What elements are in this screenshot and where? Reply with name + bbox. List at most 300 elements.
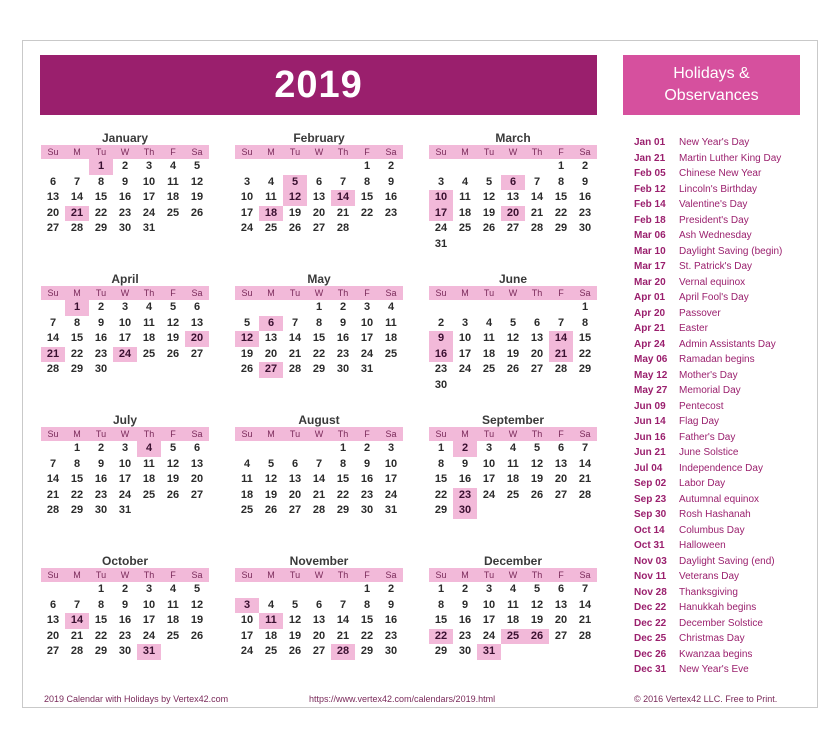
day: 3 xyxy=(387,442,395,454)
day: 26 xyxy=(482,222,496,234)
month-name: July xyxy=(112,413,137,427)
holiday-name: Rosh Hashanah xyxy=(679,509,751,520)
holiday-day: 24 xyxy=(113,347,137,363)
day: 25 xyxy=(240,504,254,516)
holidays-list xyxy=(634,135,804,678)
holiday-name: New Year's Day xyxy=(679,137,750,148)
day: 5 xyxy=(291,598,299,611)
day: 22 xyxy=(434,488,448,501)
day: 26 xyxy=(240,363,254,375)
day: 15 xyxy=(336,473,350,485)
day: 18 xyxy=(482,347,496,360)
day: 6 xyxy=(49,598,57,611)
holiday-name: Halloween xyxy=(679,540,726,551)
empty-day xyxy=(429,159,453,175)
day: 20 xyxy=(312,629,326,642)
weekday-label: M xyxy=(453,568,477,582)
day: 17 xyxy=(482,614,496,626)
weekday-label: Tu xyxy=(477,286,501,300)
day: 22 xyxy=(94,629,108,642)
holiday-date: Mar 06 xyxy=(634,230,666,241)
day: 1 xyxy=(557,160,565,172)
weekday-label: W xyxy=(113,568,137,582)
weekday-label: M xyxy=(259,568,283,582)
holiday-date: Mar 10 xyxy=(634,245,666,257)
day: 29 xyxy=(70,504,84,516)
holiday-row xyxy=(634,523,804,539)
day: 13 xyxy=(46,191,60,203)
weekday-label: W xyxy=(307,286,331,300)
day: 2 xyxy=(339,301,347,313)
holiday-date: Dec 31 xyxy=(634,664,667,675)
weekday-label: F xyxy=(161,286,185,300)
day: 1 xyxy=(339,442,347,454)
holiday-day: 10 xyxy=(429,190,453,206)
empty-day xyxy=(283,300,307,316)
day: 12 xyxy=(482,191,496,203)
holidays-header-line1: Holidays & xyxy=(673,65,750,82)
empty-day xyxy=(283,582,307,598)
empty-day xyxy=(41,441,65,457)
holiday-row xyxy=(634,151,804,167)
weekday-label: W xyxy=(113,286,137,300)
weekday-label: Sa xyxy=(573,427,597,441)
day: 12 xyxy=(190,598,204,611)
weekday-label: Su xyxy=(429,286,453,300)
holiday-day: 20 xyxy=(501,206,525,222)
weekday-label: Sa xyxy=(379,568,403,582)
day: 14 xyxy=(46,473,60,485)
holiday-date: Mar 20 xyxy=(634,276,666,288)
day: 9 xyxy=(121,175,129,188)
day: 12 xyxy=(166,316,180,329)
day: 8 xyxy=(97,175,105,188)
holiday-date: Mar 17 xyxy=(634,261,666,272)
day: 17 xyxy=(384,473,398,485)
day: 20 xyxy=(554,614,568,626)
holiday-name: Autumnal equinox xyxy=(679,493,760,505)
day: 8 xyxy=(557,175,565,188)
month-name: April xyxy=(111,272,139,286)
holiday-day: 16 xyxy=(429,347,453,363)
holiday-day: 27 xyxy=(259,362,283,378)
empty-day xyxy=(525,159,549,175)
day: 28 xyxy=(554,363,568,375)
footer-link[interactable]: https://www.vertex42.com/calendars/2019.html xyxy=(309,694,496,704)
holiday-day: 14 xyxy=(549,331,573,347)
day: 18 xyxy=(166,191,180,203)
day: 5 xyxy=(169,442,177,454)
month-grid xyxy=(235,145,403,237)
holiday-name: Independence Day xyxy=(679,462,763,474)
holiday-name: Father's Day xyxy=(679,431,736,443)
holiday-day: 18 xyxy=(259,206,283,222)
holiday-name: Labor Day xyxy=(679,478,726,489)
holiday-name: December Solstice xyxy=(679,617,763,629)
day: 30 xyxy=(360,504,374,516)
day: 22 xyxy=(360,206,374,219)
month-name: December xyxy=(483,554,543,568)
day: 5 xyxy=(267,457,275,470)
day: 7 xyxy=(49,457,57,470)
weekday-label: Th xyxy=(525,145,549,159)
holiday-row xyxy=(634,616,804,632)
day: 2 xyxy=(121,583,129,595)
month-name: November xyxy=(289,554,349,568)
day: 1 xyxy=(363,160,371,172)
day: 19 xyxy=(506,347,520,360)
day: 18 xyxy=(240,488,254,501)
day: 24 xyxy=(458,363,472,375)
footer-left: 2019 Calendar with Holidays by Vertex42.com xyxy=(44,694,229,704)
day: 4 xyxy=(267,598,275,611)
day: 5 xyxy=(169,301,177,313)
day: 19 xyxy=(264,488,278,501)
weekday-label: Su xyxy=(235,286,259,300)
holiday-name: Hanukkah begins xyxy=(679,602,757,613)
empty-day xyxy=(549,300,573,316)
day: 15 xyxy=(554,191,568,203)
day: 29 xyxy=(70,363,84,375)
holiday-day: 20 xyxy=(185,331,209,347)
holiday-name: Memorial Day xyxy=(679,385,741,396)
weekday-label: Sa xyxy=(379,427,403,441)
holiday-row xyxy=(634,476,804,492)
day: 7 xyxy=(581,583,589,595)
weekday-label: Th xyxy=(331,145,355,159)
day: 21 xyxy=(336,206,350,219)
day: 28 xyxy=(46,504,60,516)
day: 13 xyxy=(312,191,326,203)
day: 11 xyxy=(385,316,397,329)
day: 12 xyxy=(264,473,278,485)
day: 11 xyxy=(265,191,277,203)
weekday-label: Th xyxy=(331,286,355,300)
weekday-label: F xyxy=(549,427,573,441)
day: 15 xyxy=(94,191,108,203)
day: 18 xyxy=(458,206,472,219)
holiday-name: Chinese New Year xyxy=(679,168,762,179)
weekday-label: W xyxy=(501,145,525,159)
month-july xyxy=(41,413,209,519)
day: 26 xyxy=(190,206,204,219)
day: 22 xyxy=(336,488,350,501)
holiday-name: New Year's Eve xyxy=(679,664,749,675)
holiday-name: June Solstice xyxy=(679,447,739,458)
day: 5 xyxy=(485,175,493,188)
weekday-label: Th xyxy=(137,145,161,159)
empty-day xyxy=(259,441,283,457)
day: 8 xyxy=(97,598,105,611)
day: 27 xyxy=(506,222,520,234)
weekday-label: Tu xyxy=(89,145,113,159)
day: 8 xyxy=(581,316,589,329)
day: 14 xyxy=(336,614,350,626)
day: 31 xyxy=(142,222,156,234)
day: 15 xyxy=(434,614,448,626)
holiday-day: 9 xyxy=(429,331,453,347)
day: 29 xyxy=(336,504,350,516)
day: 4 xyxy=(145,301,153,313)
holiday-date: Jan 01 xyxy=(634,137,666,148)
day: 16 xyxy=(578,191,592,203)
day: 8 xyxy=(73,457,81,470)
day: 10 xyxy=(142,598,156,611)
day: 18 xyxy=(506,614,520,626)
day: 30 xyxy=(118,222,132,234)
holiday-day: 25 xyxy=(501,629,525,645)
day: 2 xyxy=(437,316,445,329)
day: 29 xyxy=(434,504,448,516)
holiday-day: 17 xyxy=(429,206,453,222)
day: 13 xyxy=(312,614,326,626)
day: 26 xyxy=(288,222,302,234)
day: 31 xyxy=(384,504,398,516)
day: 14 xyxy=(312,473,326,485)
day: 28 xyxy=(336,222,350,234)
day: 10 xyxy=(142,175,156,188)
holiday-date: Nov 11 xyxy=(634,571,667,582)
weekday-label: Tu xyxy=(283,568,307,582)
weekday-label: Tu xyxy=(89,286,113,300)
day: 21 xyxy=(312,488,326,501)
day: 14 xyxy=(70,191,84,203)
day: 30 xyxy=(578,222,592,234)
weekday-label: Th xyxy=(525,286,549,300)
day: 10 xyxy=(384,457,398,470)
day: 16 xyxy=(458,614,472,626)
month-october xyxy=(41,554,209,660)
day: 5 xyxy=(533,583,541,595)
day: 20 xyxy=(190,473,204,485)
holiday-date: Feb 18 xyxy=(634,214,666,226)
day: 5 xyxy=(193,583,201,595)
day: 9 xyxy=(461,598,469,611)
holiday-name: Mother's Day xyxy=(679,369,738,381)
day: 19 xyxy=(240,347,254,360)
day: 3 xyxy=(121,442,129,454)
holiday-row xyxy=(634,569,804,585)
weekday-label: Su xyxy=(235,145,259,159)
day: 16 xyxy=(118,191,132,203)
day: 1 xyxy=(437,583,445,595)
day: 27 xyxy=(312,222,326,234)
day: 14 xyxy=(46,332,60,344)
day: 14 xyxy=(578,598,592,611)
holiday-row xyxy=(634,182,804,198)
weekday-label: Su xyxy=(41,286,65,300)
day: 7 xyxy=(73,598,81,611)
empty-day xyxy=(235,441,259,457)
weekday-label: Tu xyxy=(89,568,113,582)
holiday-name: Vernal equinox xyxy=(679,276,746,288)
day: 19 xyxy=(530,473,544,485)
month-june xyxy=(429,272,597,393)
month-november xyxy=(235,554,403,660)
weekday-label: F xyxy=(549,286,573,300)
day: 4 xyxy=(387,301,395,313)
month-name: June xyxy=(498,272,527,286)
day: 11 xyxy=(483,332,495,344)
day: 1 xyxy=(97,583,105,595)
weekday-label: Tu xyxy=(477,427,501,441)
empty-day xyxy=(453,300,477,316)
holiday-row xyxy=(634,228,804,244)
weekday-label: F xyxy=(161,145,185,159)
day: 23 xyxy=(434,363,448,375)
weekday-label: Su xyxy=(429,145,453,159)
day: 3 xyxy=(363,301,371,313)
day: 22 xyxy=(312,347,326,360)
weekday-label: W xyxy=(307,145,331,159)
holiday-name: Lincoln's Birthday xyxy=(679,183,758,195)
day: 14 xyxy=(530,191,544,203)
holiday-day: 14 xyxy=(65,613,89,629)
holiday-name: Daylight Saving (begin) xyxy=(679,245,783,257)
day: 19 xyxy=(482,206,496,219)
day: 5 xyxy=(533,442,541,454)
holiday-name: Veterans Day xyxy=(679,571,740,582)
day: 3 xyxy=(243,175,251,188)
holiday-date: Dec 26 xyxy=(634,648,667,660)
empty-day xyxy=(453,159,477,175)
day: 11 xyxy=(507,598,519,611)
day: 6 xyxy=(315,175,323,188)
day: 1 xyxy=(73,442,81,454)
weekday-label: Tu xyxy=(283,145,307,159)
holiday-row xyxy=(634,554,804,570)
day: 2 xyxy=(97,301,105,313)
day: 24 xyxy=(240,645,254,657)
holiday-row xyxy=(634,213,804,229)
holiday-row xyxy=(634,492,804,508)
day: 15 xyxy=(70,332,84,344)
holiday-name: Easter xyxy=(679,323,708,334)
holiday-date: Sep 23 xyxy=(634,493,667,505)
weekday-label: F xyxy=(355,427,379,441)
day: 10 xyxy=(360,316,374,329)
empty-day xyxy=(65,582,89,598)
empty-day xyxy=(429,300,453,316)
day: 29 xyxy=(360,645,374,657)
holiday-name: St. Patrick's Day xyxy=(679,261,753,272)
holiday-name: Pentecost xyxy=(679,400,724,412)
weekday-label: Tu xyxy=(477,568,501,582)
holiday-row xyxy=(634,383,804,399)
month-grid xyxy=(235,286,403,378)
holiday-date: Nov 28 xyxy=(634,586,667,598)
day: 8 xyxy=(437,457,445,470)
day: 1 xyxy=(437,442,445,454)
holiday-date: Feb 14 xyxy=(634,199,666,210)
holiday-row xyxy=(634,585,804,601)
footer-copyright: © 2016 Vertex42 LLC. Free to Print. xyxy=(634,694,778,704)
day: 29 xyxy=(94,222,108,234)
day: 3 xyxy=(437,175,445,188)
day: 3 xyxy=(485,583,493,595)
day: 18 xyxy=(264,629,278,642)
empty-day xyxy=(501,300,525,316)
day: 7 xyxy=(339,598,347,611)
holiday-row xyxy=(634,337,804,353)
weekday-label: Sa xyxy=(185,427,209,441)
weekday-label: F xyxy=(355,145,379,159)
weekday-label: M xyxy=(65,427,89,441)
day: 8 xyxy=(363,598,371,611)
holidays-header xyxy=(623,55,800,115)
day: 6 xyxy=(193,442,201,454)
empty-day xyxy=(501,159,525,175)
month-grid xyxy=(41,568,209,660)
day: 16 xyxy=(458,473,472,485)
holiday-date: Sep 02 xyxy=(634,478,667,489)
weekday-label: Sa xyxy=(573,568,597,582)
day: 20 xyxy=(264,347,278,360)
day: 22 xyxy=(578,347,592,360)
empty-day xyxy=(283,441,307,457)
day: 28 xyxy=(288,363,302,375)
weekday-label: Su xyxy=(429,568,453,582)
day: 16 xyxy=(384,191,398,203)
empty-day xyxy=(235,159,259,175)
holiday-row xyxy=(634,321,804,337)
holiday-date: Apr 20 xyxy=(634,307,666,319)
day: 9 xyxy=(121,598,129,611)
weekday-label: Su xyxy=(235,427,259,441)
month-name: January xyxy=(101,131,149,145)
day: 30 xyxy=(458,645,472,657)
holiday-date: Apr 21 xyxy=(634,323,666,334)
empty-day xyxy=(65,159,89,175)
day: 11 xyxy=(143,316,155,329)
day: 17 xyxy=(240,206,254,219)
holiday-row xyxy=(634,600,804,616)
day: 16 xyxy=(336,332,350,344)
day: 13 xyxy=(506,191,520,203)
day: 17 xyxy=(240,629,254,642)
weekday-label: M xyxy=(65,286,89,300)
day: 29 xyxy=(434,645,448,657)
holiday-name: April Fool's Day xyxy=(679,292,749,303)
day: 23 xyxy=(118,206,132,219)
day: 23 xyxy=(384,206,398,219)
holiday-row xyxy=(634,461,804,477)
month-grid xyxy=(235,427,403,519)
day: 23 xyxy=(118,629,132,642)
holiday-name: Ash Wednesday xyxy=(679,230,752,241)
month-grid xyxy=(41,286,209,378)
day: 30 xyxy=(384,645,398,657)
holiday-name: Thanksgiving xyxy=(679,586,738,598)
holiday-date: Oct 14 xyxy=(634,524,665,536)
day: 1 xyxy=(363,583,371,595)
month-january xyxy=(41,131,209,237)
weekday-label: F xyxy=(161,568,185,582)
empty-day xyxy=(331,159,355,175)
day: 4 xyxy=(485,316,493,329)
holiday-day: 6 xyxy=(501,175,525,191)
day: 24 xyxy=(118,488,132,501)
day: 17 xyxy=(482,473,496,485)
weekday-label: W xyxy=(307,568,331,582)
day: 21 xyxy=(46,488,60,501)
month-grid xyxy=(41,145,209,237)
day: 10 xyxy=(458,332,472,344)
holiday-day: 4 xyxy=(137,441,161,457)
day: 18 xyxy=(506,473,520,485)
day: 17 xyxy=(142,191,156,203)
month-grid xyxy=(429,145,597,252)
